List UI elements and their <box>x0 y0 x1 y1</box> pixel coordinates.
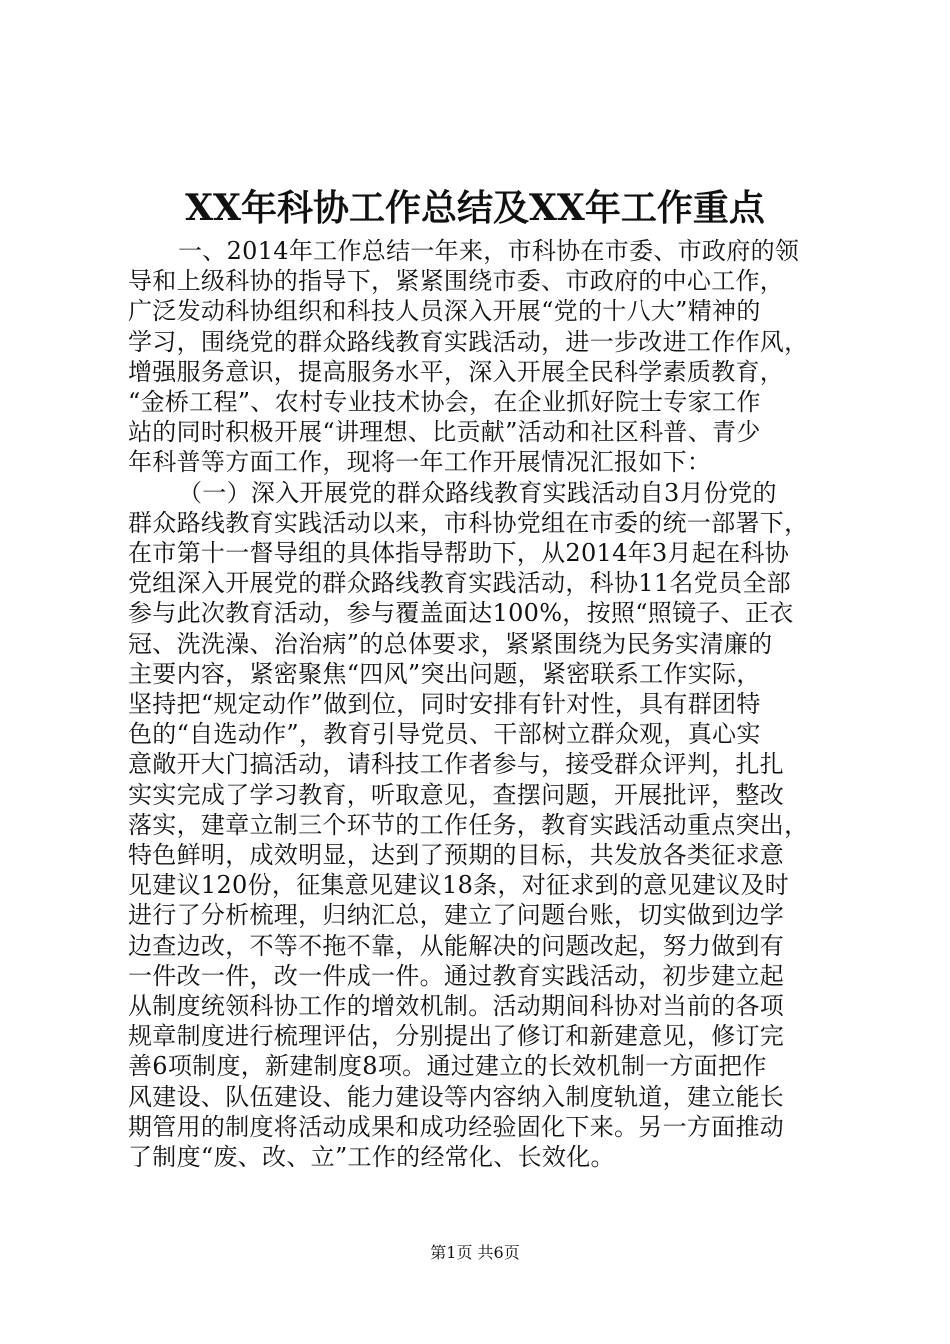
paragraph-2-line: （一）深入开展党的群众路线教育实践活动自3月份党的 <box>178 478 777 507</box>
paragraph-2-line: 冠、洗洗澡、治治病”的总体要求，紧紧围绕为民务实清廉的 <box>128 629 773 658</box>
paragraph-2-line: 主要内容，紧密聚焦“四风”突出问题，紧密联系工作实际， <box>128 659 761 688</box>
paragraph-2-line: 在市第十一督导组的具体指导帮助下，从2014年3月起在科协 <box>128 539 790 568</box>
paragraph-1-line: 年科普等方面工作，现将一年工作开展情况汇报如下： <box>128 448 712 477</box>
page-number-footer: 第1页 共6页 <box>430 1243 520 1262</box>
paragraph-2-line: 实实完成了学习教育，听取意见，查摆问题，开展批评，整改 <box>128 780 785 809</box>
paragraph-2-line: 坚持把“规定动作”做到位，同时安排有针对性，具有群团特 <box>128 690 761 719</box>
paragraph-2-line: 色的“自选动作”，教育引导党员、干部树立群众观，真心实 <box>128 720 761 749</box>
paragraph-2-line: 期管用的制度将活动成果和成功经验固化下来。另一方面推动 <box>128 1112 785 1141</box>
paragraph-2-line: 见建议120份，征集意见建议18条，对征求到的意见建议及时 <box>128 871 790 900</box>
document-body <box>128 236 834 1172</box>
paragraph-2-line: 参与此次教育活动，参与覆盖面达100%，按照“照镜子、正衣 <box>128 599 794 628</box>
paragraph-2-line: 特色鲜明，成效明显，达到了预期的目标，共发放各类征求意 <box>128 841 785 870</box>
paragraph-2-line: 规章制度进行梳理评估，分别提出了修订和新建意见，修订完 <box>128 1022 785 1051</box>
paragraph-2-line: 风建设、队伍建设、能力建设等内容纳入制度轨道，建立能长 <box>128 1082 785 1111</box>
paragraph-2-line: 进行了分析梳理，归纳汇总，建立了问题台账，切实做到边学 <box>128 901 785 930</box>
paragraph-1-line: 学习，围绕党的群众路线教育实践活动，进一步改进工作作风， <box>128 327 809 356</box>
paragraph-1-line: 广泛发动科协组织和科技人员深入开展“党的十八大”精神的 <box>128 297 761 326</box>
paragraph-2-line: 意敞开大门搞活动，请科技工作者参与，接受群众评判，扎扎 <box>128 750 785 779</box>
paragraph-1-line: 增强服务意识，提高服务水平，深入开展全民科学素质教育， <box>128 357 785 386</box>
paragraph-1-line: “金桥工程”、农村专业技术协会，在企业抓好院士专家工作 <box>128 388 761 417</box>
paragraph-2-line: 善6项制度，新建制度8项。通过建立的长效机制一方面把作 <box>128 1052 767 1081</box>
paragraph-2-line: 落实，建章立制三个环节的工作任务，教育实践活动重点突出， <box>128 810 809 839</box>
paragraph-1-line: 一、2014年工作总结一年来，市科协在市委、市政府的领 <box>178 237 800 265</box>
paragraph-2-line: 一件改一件，改一件成一件。通过教育实践活动，初步建立起 <box>128 961 785 990</box>
paragraph-1-line: 导和上级科协的指导下，紧紧围绕市委、市政府的中心工作， <box>128 267 785 296</box>
paragraph-1-line: 站的同时积极开展“讲理想、比贡献”活动和社区科普、青少 <box>128 418 761 447</box>
paragraph-2-line: 群众路线教育实践活动以来，市科协党组在市委的统一部署下， <box>128 508 809 537</box>
paragraph-2-line: 边查边改，不等不拖不靠，从能解决的问题改起，努力做到有 <box>128 931 785 960</box>
paragraph-2-line: 从制度统领科协工作的增效机制。活动期间科协对当前的各项 <box>128 992 785 1021</box>
page-title: XX年科协工作总结及XX年工作重点 <box>185 187 765 229</box>
paragraph-2-line: 党组深入开展党的群众路线教育实践活动，科协11名党员全部 <box>128 569 791 598</box>
paragraph-2-line: 了制度“废、改、立”工作的经常化、长效化。 <box>128 1143 615 1172</box>
